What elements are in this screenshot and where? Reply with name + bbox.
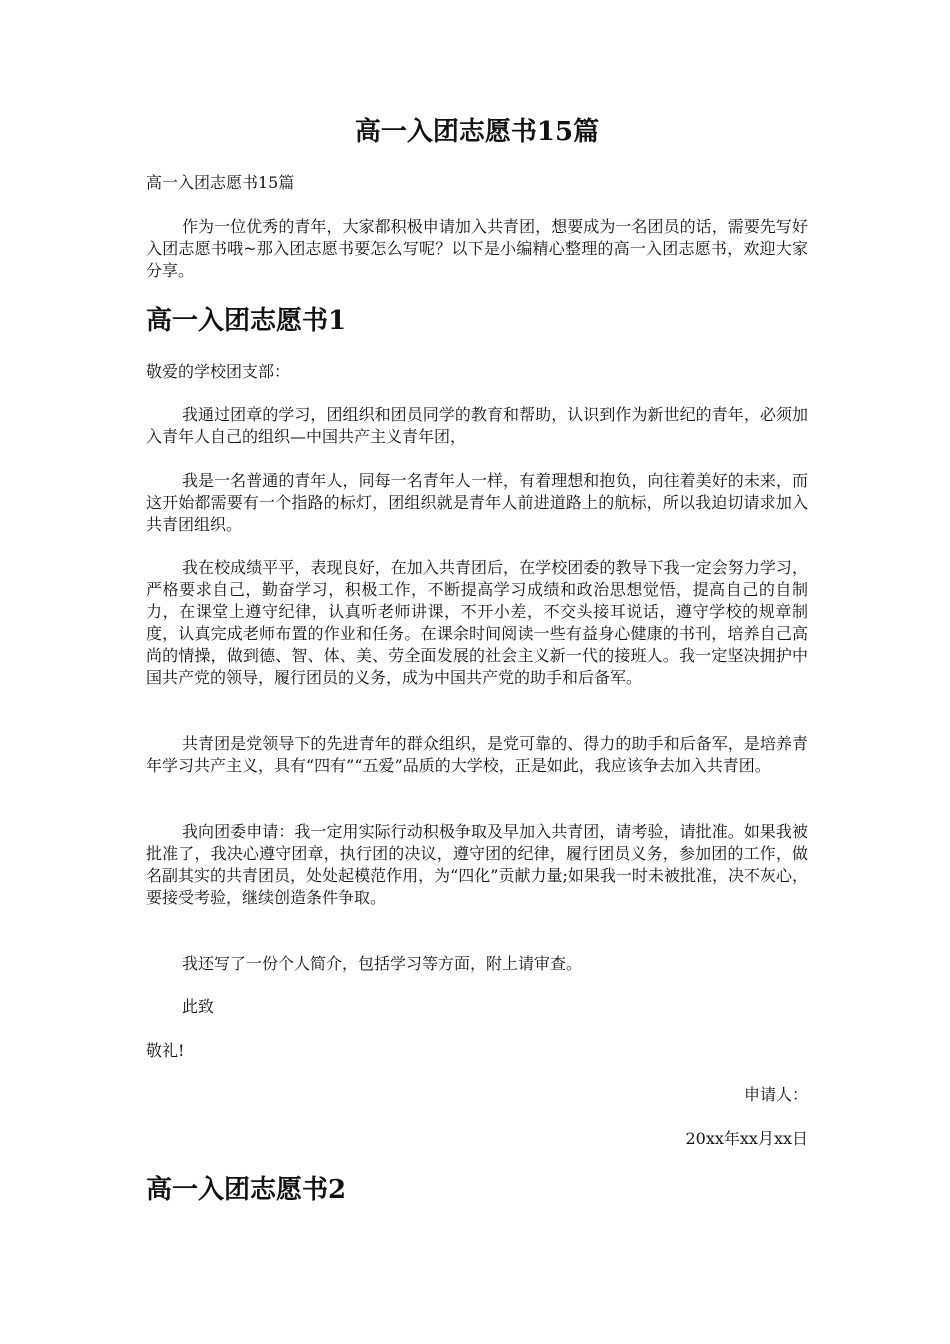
salutation: 敬爱的学校团支部： bbox=[146, 362, 291, 381]
section-heading-2: 高一入团志愿书2 bbox=[146, 1175, 347, 1205]
body-paragraph-6: 我还写了一份个人简介，包括学习等方面，附上请审查。 bbox=[182, 954, 583, 973]
body-paragraph-1: 我通过团章的学习，团组织和团员同学的教育和帮助，认识到作为新世纪的青年，必须加入青年人自己的组织—中国共产主义青年团， bbox=[146, 405, 808, 446]
intro-paragraph: 作为一位优秀的青年，大家都积极申请加入共青团，想要成为一名团员的话，需要先写好入团志愿书哦~那入团志愿书要怎么写呢？以下是小编精心整理的高一入团志愿书，欢迎大家分享。 bbox=[146, 217, 808, 280]
body-paragraph-4: 共青团是党领导下的先进青年的群众组织，是党可靠的、得力的助手和后备军，是培养青年学习共产主义，具有“四有”“五爱”品质的大学校，正是如此，我应该争去加入共青团。 bbox=[146, 734, 808, 775]
body-paragraph-5: 我向团委申请：我一定用实际行动积极争取及早加入共青团，请考验，请批准。如果我被批准了，我决心遵守团章，执行团的决议，遵守团的纪律，履行团员义务，参加团的工作，做名副其实的共青团员，处处起模范作用，为“四化”贡献力量;如果我一时未被批准，决不灰心，要接受考验，继续创造条件争取。 bbox=[146, 822, 808, 907]
closing-salute: 敬礼! bbox=[146, 1041, 185, 1060]
section-heading-1: 高一入团志愿书1 bbox=[146, 306, 347, 336]
application-date: 20xx年xx月xx日 bbox=[685, 1129, 808, 1148]
page-title: 高一入团志愿书15篇 bbox=[354, 117, 600, 147]
body-paragraph-2: 我是一名普通的青年人，同每一名青年人一样，有着理想和抱负，向往着美好的未来，而这开始都需要有一个指路的标灯，团组织就是青年人前进道路上的航标，所以我迫切请求加入共青团组织。 bbox=[146, 471, 808, 534]
body-paragraph-3: 我在校成绩平平，表现良好，在加入共青团后，在学校团委的教导下我一定会努力学习，严格要求自己，勤奋学习，积极工作，不断提高学习成绩和政治思想觉悟，提高自己的自制力，在课堂上遵守纪律，认真听老师讲课，不开小差，不交头接耳说话，遵守学校的规章制度，认真完成老师布置的作业和任务。在课余时间阅读一些有益身心健康的书刊，培养自己高尚的情操，做到德、智、体、美、劳全面发展的社会主义新一代的接班人。我一定坚决拥护中国共产党的领导，履行团员的义务，成为中国共产党的助手和后备军。 bbox=[146, 558, 808, 687]
sign-off-phrase: 此致 bbox=[182, 997, 215, 1016]
applicant-label: 申请人： bbox=[743, 1085, 808, 1104]
document-subtitle: 高一入团志愿书15篇 bbox=[146, 173, 295, 192]
